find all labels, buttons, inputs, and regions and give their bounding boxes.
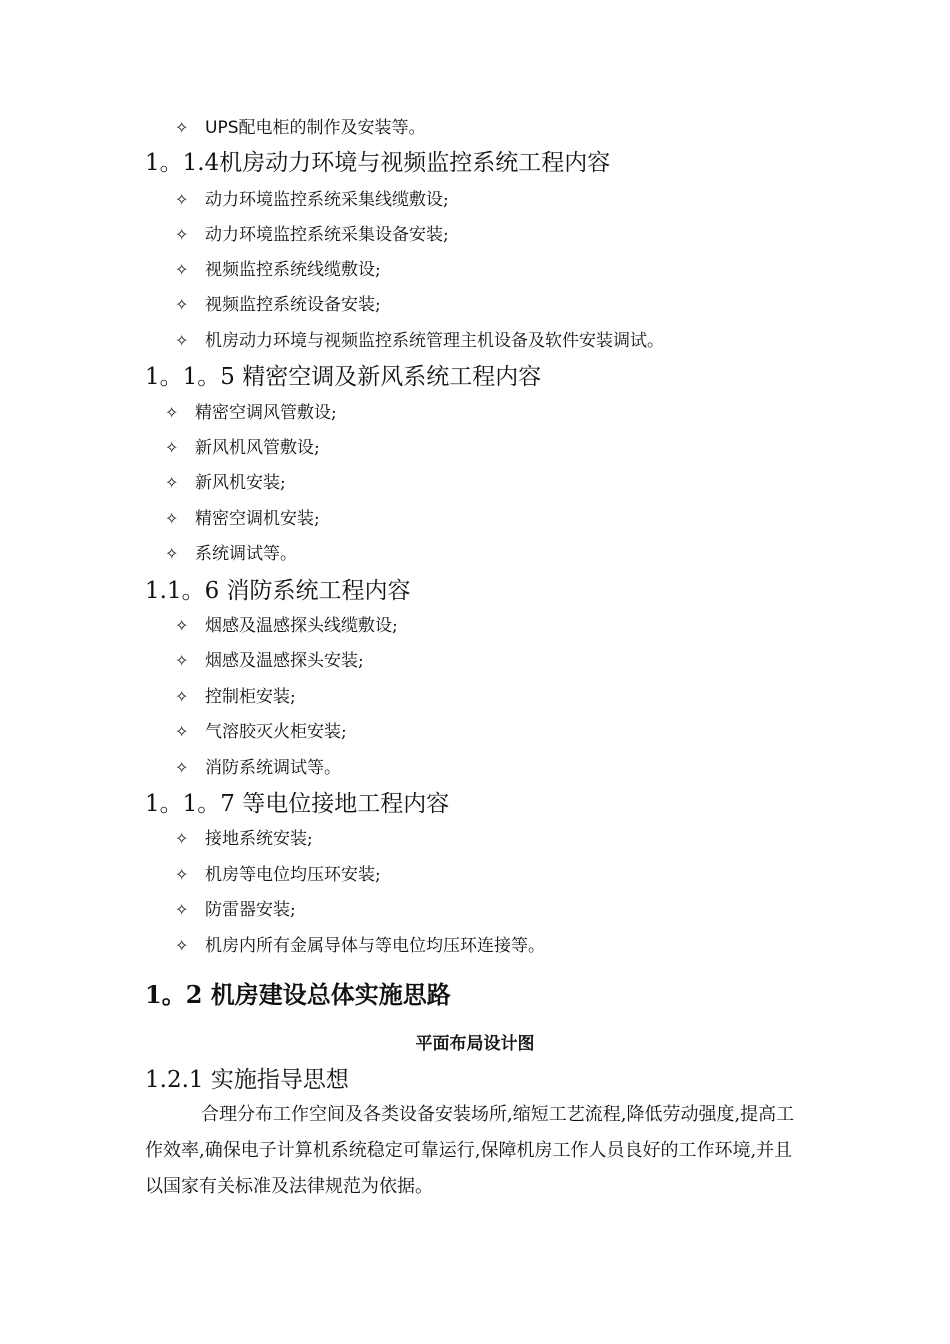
list-item-text: 防雷器安装; bbox=[205, 900, 296, 920]
diamond-bullet-icon: ✧ bbox=[175, 936, 189, 955]
diamond-bullet-icon: ✧ bbox=[175, 225, 189, 244]
list-item-text: 新风机风管敷设; bbox=[195, 438, 320, 458]
list-item bbox=[165, 471, 286, 495]
body-paragraph: 合理分布工作空间及各类设备安装场所,缩短工艺流程,降低劳动强度,提高工作效率,确保电子计算机系统稳定可靠运行,保障机房工作人员良好的工作环境,并且以国家有关标准及法律规范为依据。 bbox=[145, 1104, 795, 1197]
list-item bbox=[175, 188, 449, 212]
list-item-text: 控制柜安装; bbox=[205, 687, 296, 707]
list-item-text: 烟感及温感探头安装; bbox=[205, 651, 364, 671]
diamond-bullet-icon: ✧ bbox=[165, 473, 179, 492]
diamond-bullet-icon: ✧ bbox=[175, 651, 189, 670]
diamond-bullet-icon: ✧ bbox=[175, 722, 189, 741]
list-item-text: 消防系统调试等。 bbox=[205, 758, 341, 778]
section-heading-1-1-5: 1。1。5 精密空调及新风系统工程内容 bbox=[145, 364, 542, 390]
list-item bbox=[165, 507, 320, 531]
list-item bbox=[175, 827, 313, 851]
diamond-bullet-icon: ✧ bbox=[165, 544, 179, 563]
list-item-text: 视频监控系统线缆敷设; bbox=[205, 260, 381, 280]
diamond-bullet-icon: ✧ bbox=[175, 260, 189, 279]
list-item bbox=[175, 756, 341, 780]
list-item-text: 机房内所有金属导体与等电位均压环连接等。 bbox=[205, 936, 545, 956]
list-item bbox=[175, 720, 347, 744]
diamond-bullet-icon: ✧ bbox=[165, 509, 179, 528]
list-item bbox=[175, 116, 426, 140]
list-item-text: 精密空调机安装; bbox=[195, 509, 320, 529]
diamond-bullet-icon: ✧ bbox=[165, 438, 179, 457]
list-item-text: 机房动力环境与视频监控系统管理主机设备及软件安装调试。 bbox=[205, 331, 664, 351]
list-item bbox=[175, 223, 449, 247]
diamond-bullet-icon: ✧ bbox=[165, 403, 179, 422]
diamond-bullet-icon: ✧ bbox=[175, 616, 189, 635]
list-item bbox=[175, 898, 296, 922]
list-item bbox=[175, 293, 381, 317]
list-item bbox=[165, 436, 320, 460]
list-item-text: 烟感及温感探头线缆敷设; bbox=[205, 616, 398, 636]
list-item bbox=[175, 649, 364, 673]
list-item-text: 系统调试等。 bbox=[195, 544, 297, 564]
list-item bbox=[175, 685, 296, 709]
list-item bbox=[175, 863, 381, 887]
diamond-bullet-icon: ✧ bbox=[175, 865, 189, 884]
list-item-text: 视频监控系统设备安装; bbox=[205, 295, 381, 315]
list-item-text: 新风机安装; bbox=[195, 473, 286, 493]
list-item-text: 动力环境监控系统采集设备安装; bbox=[205, 225, 449, 245]
list-item-text: UPS配电柜的制作及安装等。 bbox=[205, 118, 426, 138]
list-item-text: 气溶胶灭火柜安装; bbox=[205, 722, 347, 742]
section-heading-1-1-6: 1.1。6 消防系统工程内容 bbox=[145, 578, 411, 604]
diamond-bullet-icon: ✧ bbox=[175, 900, 189, 919]
list-item-text: 接地系统安装; bbox=[205, 829, 313, 849]
diamond-bullet-icon: ✧ bbox=[175, 295, 189, 314]
list-item-text: 机房等电位均压环安装; bbox=[205, 865, 381, 885]
list-item-text: 精密空调风管敷设; bbox=[195, 403, 337, 423]
section-heading-1-2: 1。2 机房建设总体实施思路 bbox=[145, 980, 451, 1009]
list-item bbox=[175, 258, 381, 282]
diamond-bullet-icon: ✧ bbox=[175, 758, 189, 777]
list-item bbox=[175, 614, 398, 638]
section-heading-1-1-4: 1。1.4机房动力环境与视频监控系统工程内容 bbox=[145, 150, 611, 176]
diamond-bullet-icon: ✧ bbox=[175, 829, 189, 848]
list-item bbox=[165, 542, 297, 566]
list-item bbox=[175, 329, 664, 353]
diamond-bullet-icon: ✧ bbox=[175, 331, 189, 350]
section-heading-1-1-7: 1。1。7 等电位接地工程内容 bbox=[145, 791, 450, 817]
list-item-text: 动力环境监控系统采集线缆敷设; bbox=[205, 190, 449, 210]
diamond-bullet-icon: ✧ bbox=[175, 190, 189, 209]
figure-caption: 平面布局设计图 bbox=[415, 1034, 535, 1054]
list-item bbox=[165, 401, 337, 425]
list-item bbox=[175, 934, 545, 958]
section-heading-1-2-1: 1.2.1 实施指导思想 bbox=[145, 1067, 349, 1093]
diamond-bullet-icon: ✧ bbox=[175, 118, 189, 137]
diamond-bullet-icon: ✧ bbox=[175, 687, 189, 706]
